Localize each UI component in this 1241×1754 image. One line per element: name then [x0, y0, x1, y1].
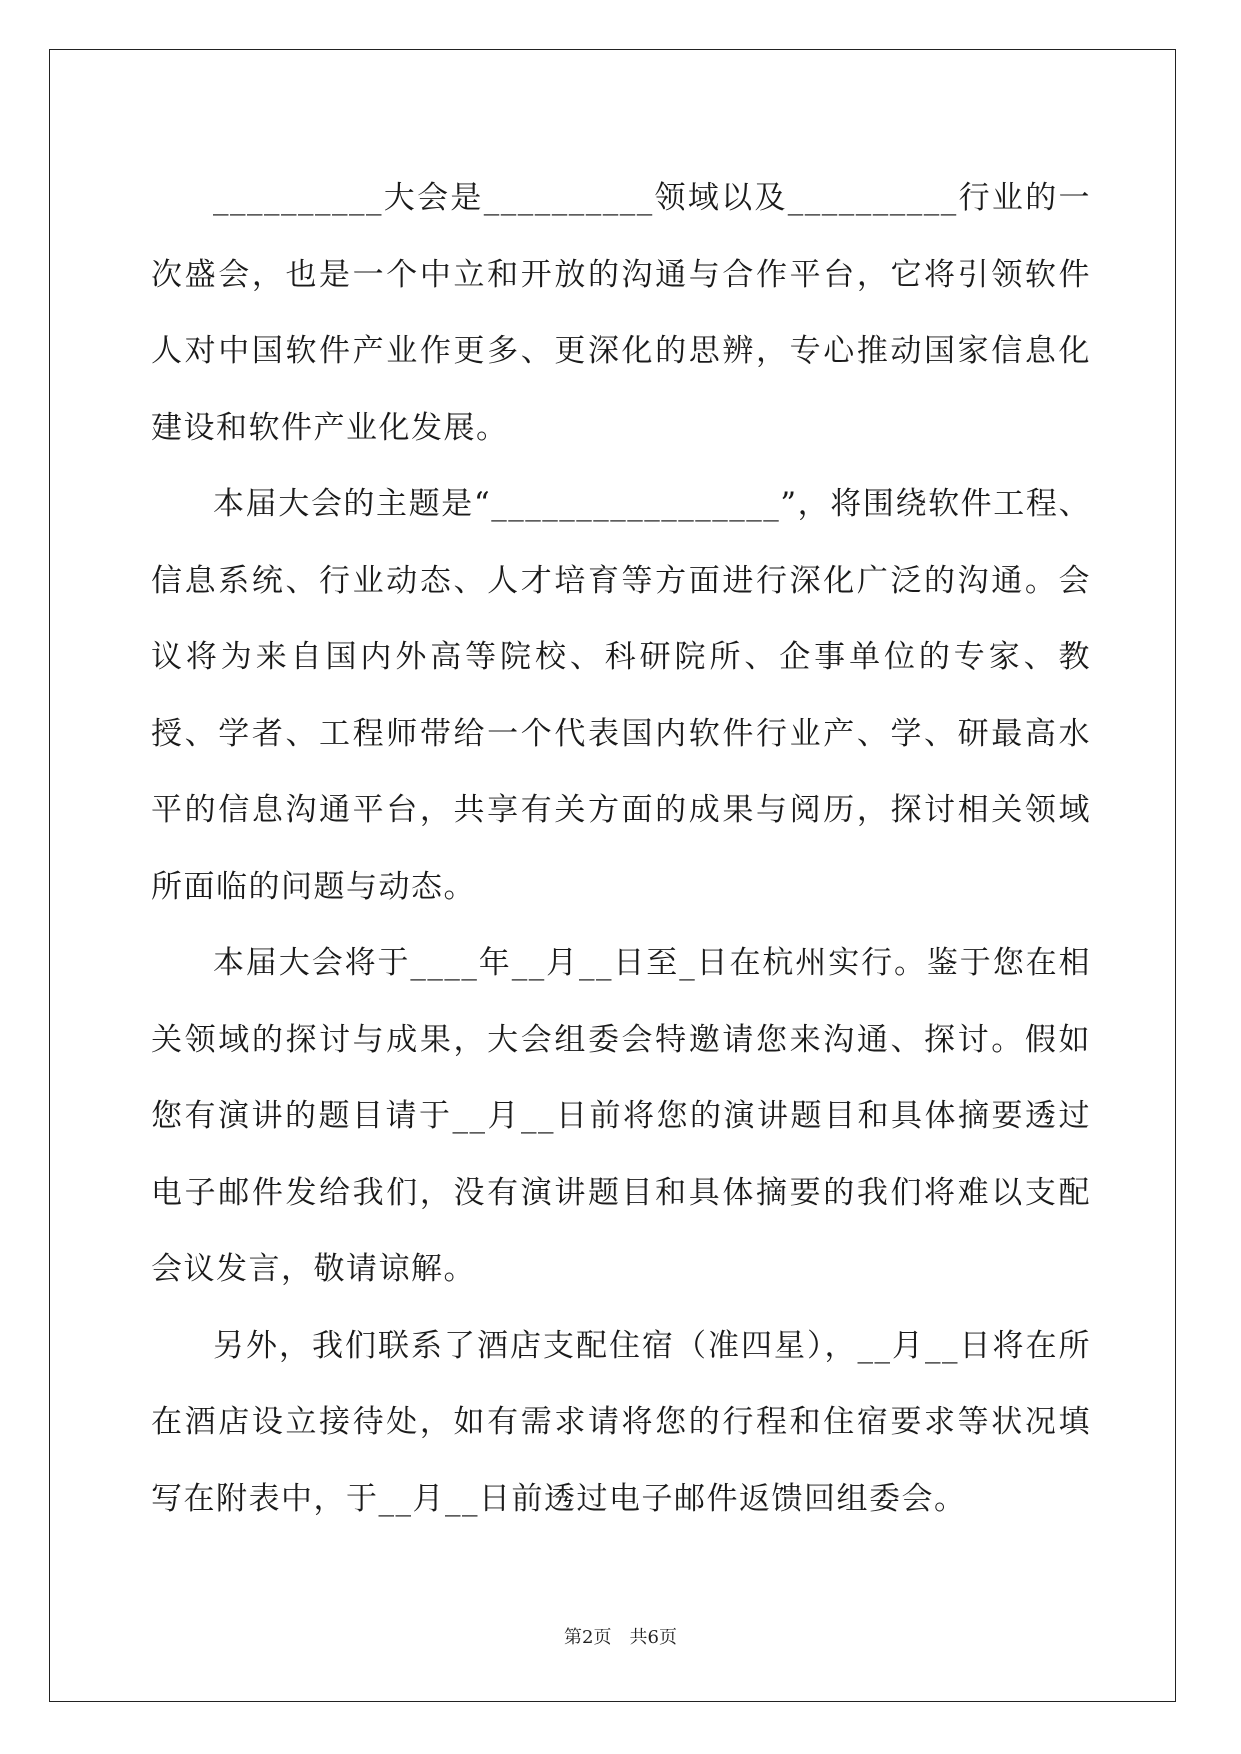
paragraph-schedule: 本届大会将于____年__月__日至_日在杭州实行。鉴于您在相关领域的探讨与成果，大会组委会特邀请您来沟通、探讨。假如您有演讲的题目请于__月__日前将您的演讲题目和具体摘要透过电子邮件发给我们，没有演讲题目和具体摘要的我们将难以支配会议发言，敬请谅解。: [151, 945, 1091, 1287]
paragraph-intro: __________大会是__________领域以及__________行业的一次盛会，也是一个中立和开放的沟通与合作平台，它将引领软件人对中国软件产业作更多、更深化的思辨，专心推动国家信息化建设和软件产业化发展。: [151, 180, 1091, 446]
document-body: [151, 160, 1091, 1537]
paragraph-theme: 本届大会的主题是“_________________”，将围绕软件工程、信息系统、行业动态、人才培育等方面进行深化广泛的沟通。会议将为来自国内外高等院校、科研院所、企事单位的专家、教授、学者、工程师带给一个代表国内软件行业产、学、研最高水平的信息沟通平台，共享有关方面的成果与阅历，探讨相关领域所面临的问题与动态。: [151, 486, 1091, 905]
paragraph-accommodation: 另外，我们联系了酒店支配住宿（准四星），__月__日将在所在酒店设立接待处，如有需求请将您的行程和住宿要求等状况填写在附表中，于__月__日前透过电子邮件返馈回组委会。: [151, 1327, 1091, 1517]
page-footer: 第2页 共6页: [564, 1627, 677, 1648]
